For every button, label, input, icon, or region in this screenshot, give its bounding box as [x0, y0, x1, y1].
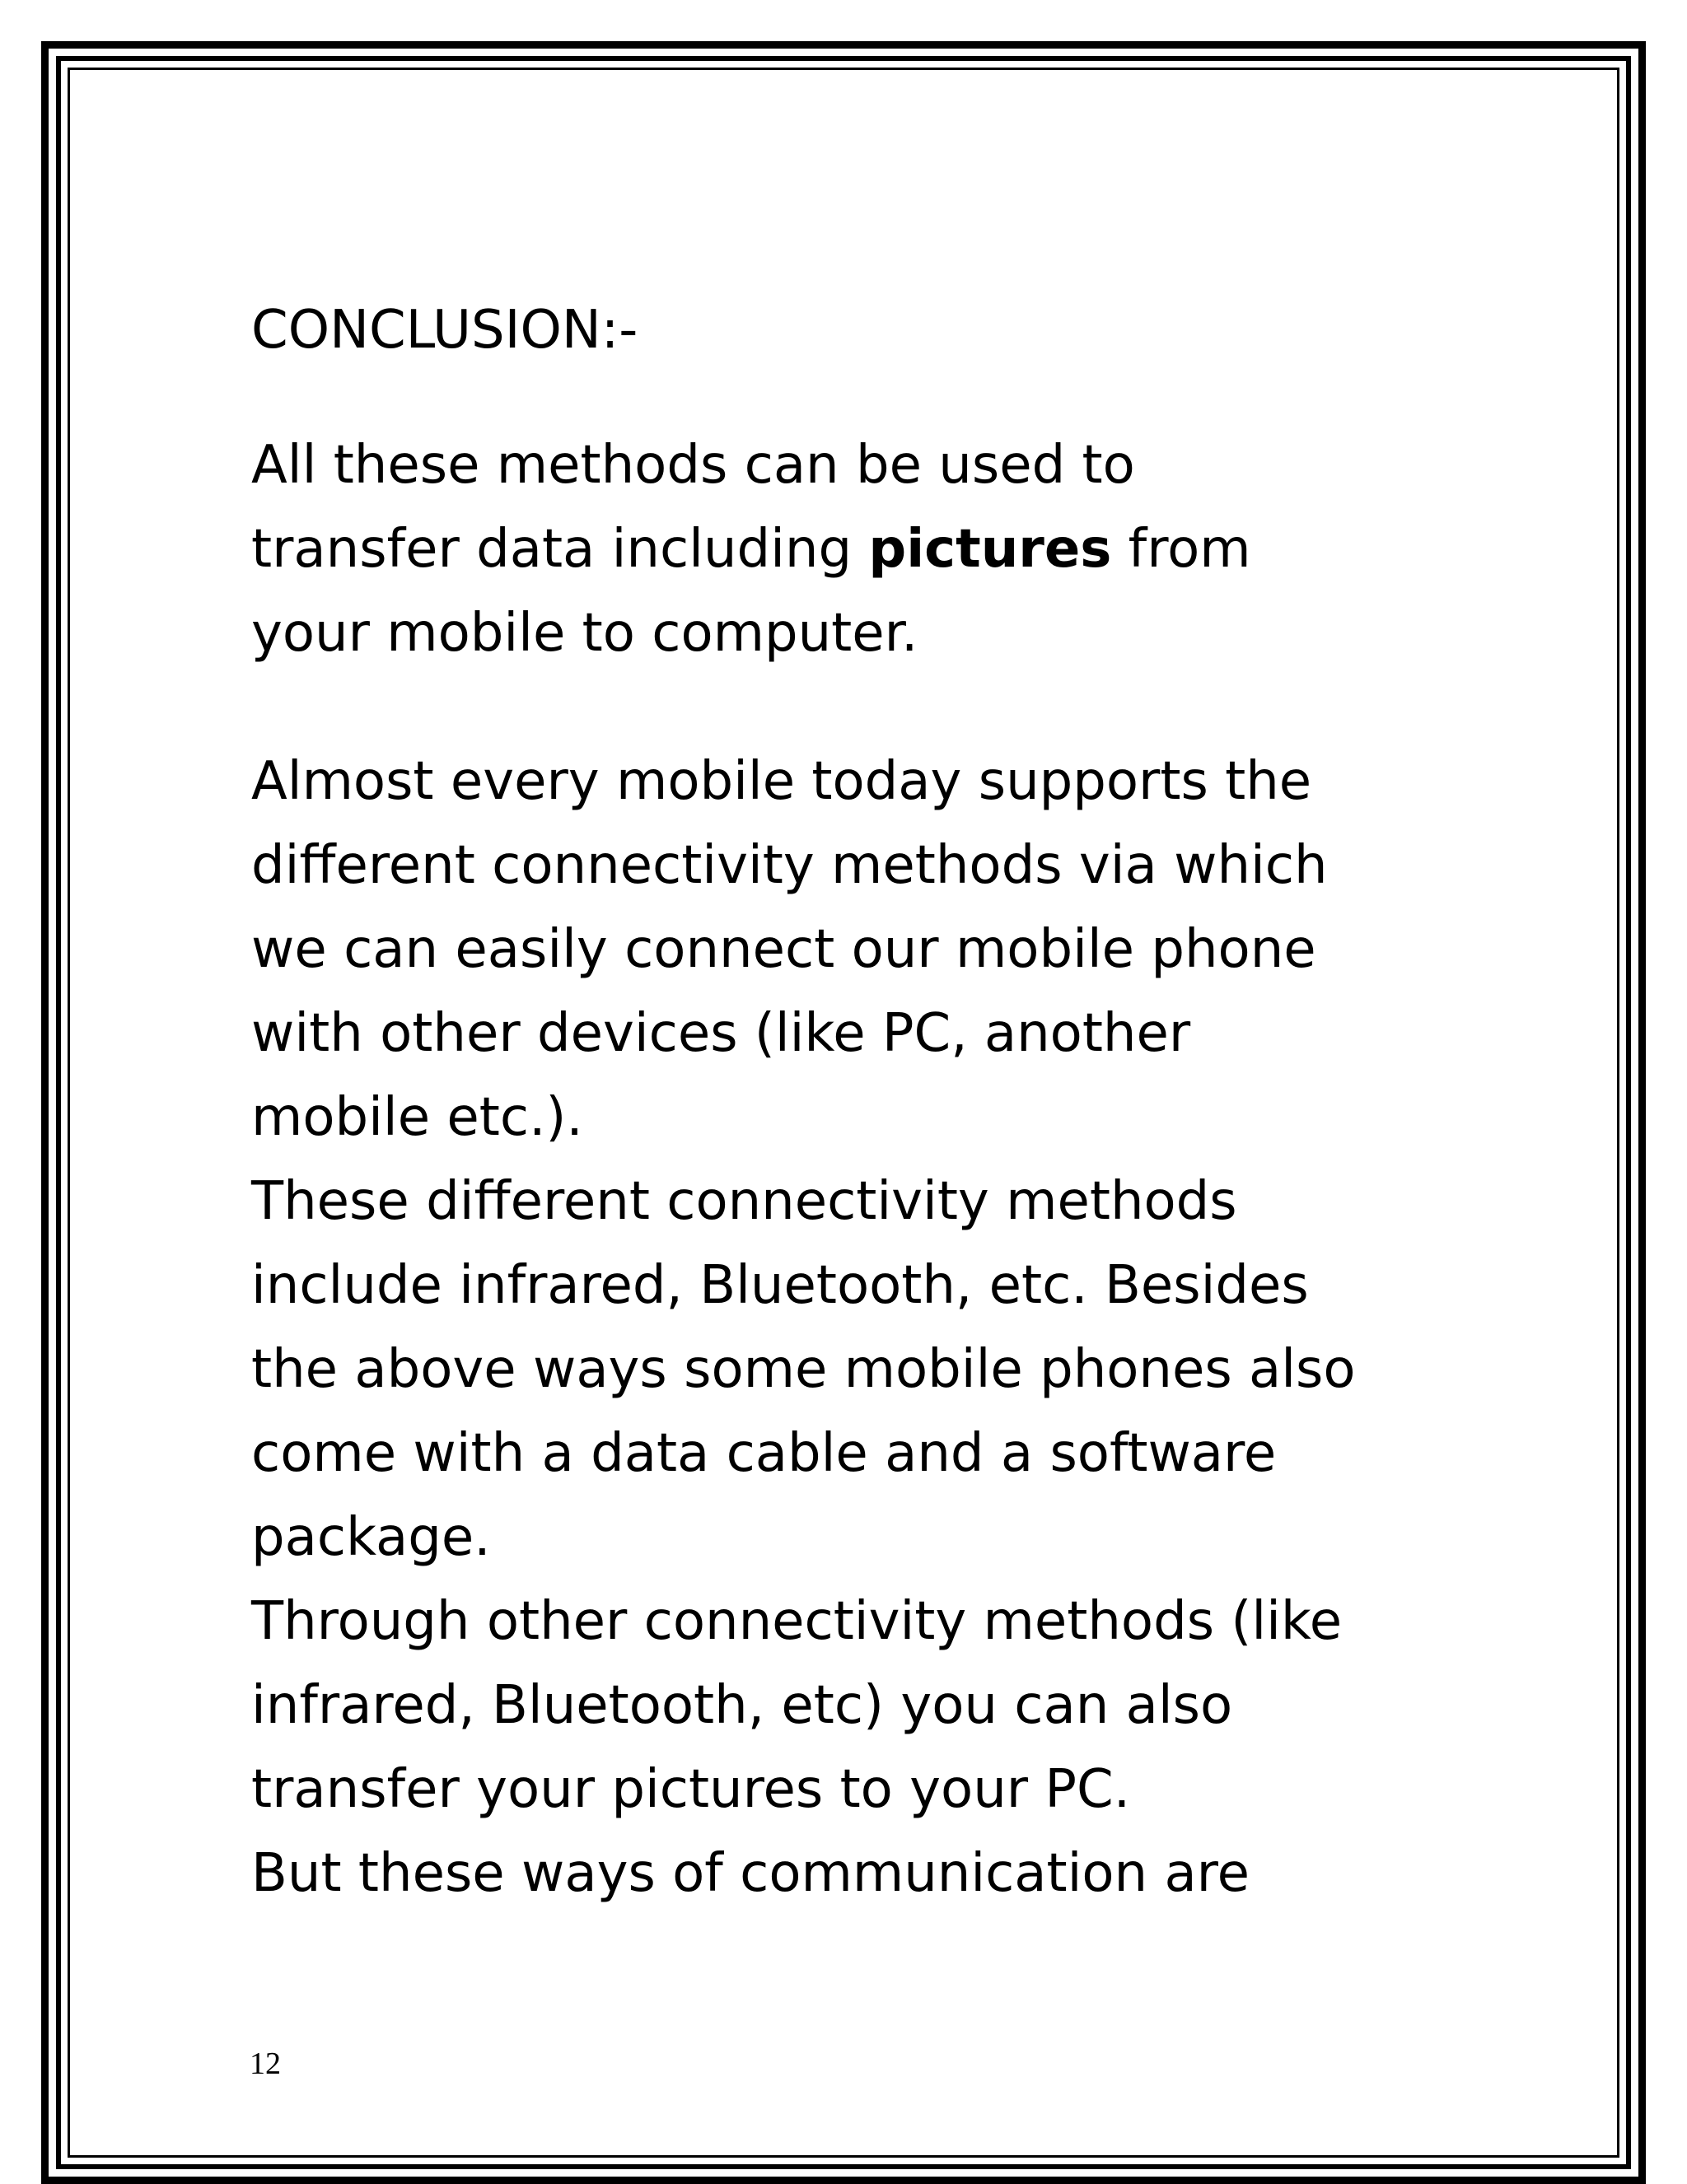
paragraph-line: include infrared, Bluetooth, etc. Besides [251, 1255, 1309, 1316]
section-heading: CONCLUSION:- [251, 300, 638, 361]
paragraph-line: But these ways of communication are [251, 1843, 1250, 1904]
text-run: transfer data including [251, 519, 869, 580]
paragraph-line: infrared, Bluetooth, etc) you can also [251, 1675, 1233, 1736]
paragraph-line: Almost every mobile today supports the [251, 751, 1312, 812]
paragraph-line: the above ways some mobile phones also [251, 1339, 1356, 1400]
text-run: from [1111, 519, 1251, 580]
paragraph-line: come with a data cable and a software [251, 1423, 1277, 1484]
paragraph-line [251, 507, 1487, 591]
page-number: 12 [250, 2046, 281, 2081]
paragraph-intro [251, 423, 1487, 675]
paragraph-line: your mobile to computer. [251, 603, 918, 664]
paragraph-line: These different connectivity methods [251, 1171, 1237, 1232]
paragraph-body [251, 740, 1487, 1916]
bold-term: pictures [868, 519, 1112, 580]
paragraph-line: with other devices (like PC, another [251, 1003, 1191, 1064]
paragraph-gap [251, 675, 1487, 740]
paragraph-line: we can easily connect our mobile phone [251, 919, 1316, 980]
paragraph-line: mobile etc.). [251, 1087, 583, 1148]
paragraph-line: package. [251, 1507, 491, 1568]
paragraph-line: transfer your pictures to your PC. [251, 1759, 1131, 1820]
paragraph-line: different connectivity methods via which [251, 835, 1328, 896]
page-content [251, 288, 1487, 1916]
paragraph-line: Through other connectivity methods (like [251, 1591, 1343, 1652]
paragraph-line: All these methods can be used to [251, 435, 1135, 496]
